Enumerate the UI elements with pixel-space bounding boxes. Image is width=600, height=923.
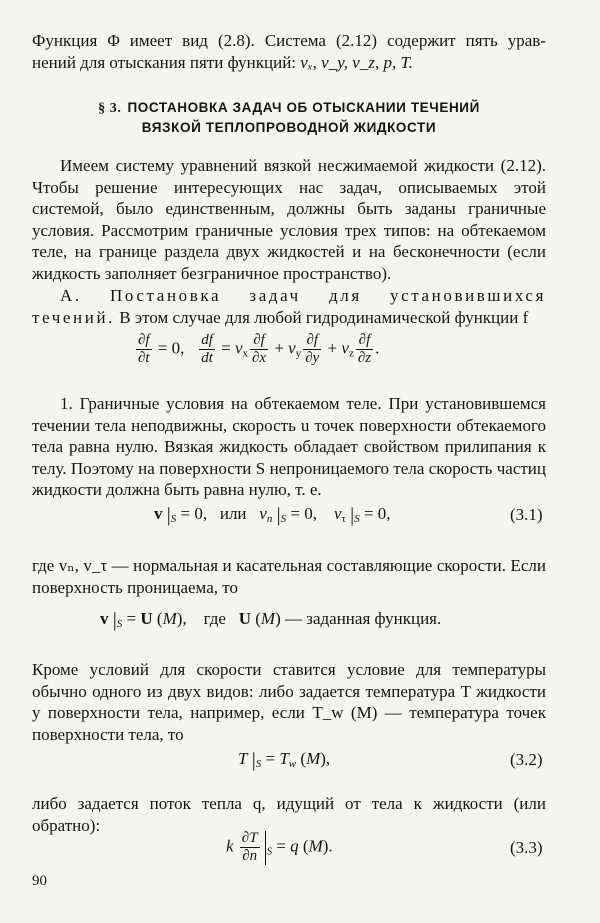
section-number: § 3. [98,101,122,116]
equation-3-1: v $|_S = 0$, или $v_n$ $|_S = 0$, $v_\tau$ $|_S = 0$, [154,504,391,526]
equation-3-3: k $\frac{\partial T}{\partial n}$ $_S$ = q (M). [226,830,333,864]
paragraph-1: Имеем систему уравнений вязкой несжимаемой жидкости (2.12). Чтобы решение интересующих нас задач, описываемых этой системой, было единственным, должны быть заданы граничные условия. Рассмотрим граничные условия трех типов: на обтекаемом теле, на границе раздела двух жидкостей и на бесконечности (если жидкость заполняет безграничное пространство). [32,156,546,283]
paragraph-3: 1. Граничные условия на обтекаемом теле. При установившемся течении тела неподвижны, скорость u точек поверхности обтекаемого тела равна нулю. Вязкая жидкость обладает свойством прилипания к телу. Поэтому на поверхности S непроницаемого тела скорость частиц жидкости должна быть равна нулю, т. е. [32,394,546,499]
equation-permeable: v $|_S = U$ (M), где U (M) — заданная функция. [100,609,442,631]
paragraph-2: А. Постановка задач для установившихся течений. В этом случае для любой гидродинамической функции f [32,286,546,327]
unknown-functions: vₓ, v_y, v_z, p, T. [300,52,413,72]
equation-3-2: T $|_S = T_w$ (M), [238,749,331,771]
paragraph-6: либо задается поток тепла q, идущий от тела к жидкости (или обратно): [32,794,546,835]
formula-steady-flow: $\frac{\partial f}{\partial t}$ = 0, $\frac{df}{dt}$ = $v_x$ $\frac{\partial f}{\partial x}$ + $v_y$ $\frac{\partial f}{\partial y}$ + $v_z$ $\frac{\partial f}{\partial z}$ . [138,332,380,366]
fraction-df-dt-partial: $\frac{\partial f}{\partial t}$ [138,332,150,366]
section-title-line-1: ПОСТАНОВКА ЗАДАЧ ОБ ОТЫСКАНИИ ТЕЧЕНИЙ [127,100,480,115]
equation-3-3-number: (3.3) [510,838,543,857]
equation-3-1-number: (3.1) [510,505,543,524]
fraction-df-dt-total: $\frac{df}{dt}$ [201,332,213,366]
equation-3-2-number: (3.2) [510,750,543,769]
intro-line-2: нений для отыскания пяти функций: vₓ, v_y, v_z, p, T. [32,52,413,72]
intro-paragraph [32,30,546,73]
section-title-line-2: ВЯЗКОЙ ТЕПЛОПРОВОДНОЙ ЖИДКОСТИ [141,120,437,135]
paragraph-5: Кроме условий для скорости ставится условие для температуры обычно одного из двух видов: либо задается температура T жидкости у поверхности тела, например, если T_w (M) — температура точек поверхности тела, то [32,660,546,744]
section-heading [32,98,546,137]
subsection-a-title: А. Постановка задач для установившихся течений. [32,286,546,327]
paragraph-4: где vₙ, v_τ — нормальная и касательная составляющие скорости. Если поверхность проницаема, то [32,556,546,597]
page-number: 90 [32,873,47,889]
intro-line-1: Функция Φ имеет вид (2.8). Система (2.12) содержит пять урав- [32,31,546,50]
